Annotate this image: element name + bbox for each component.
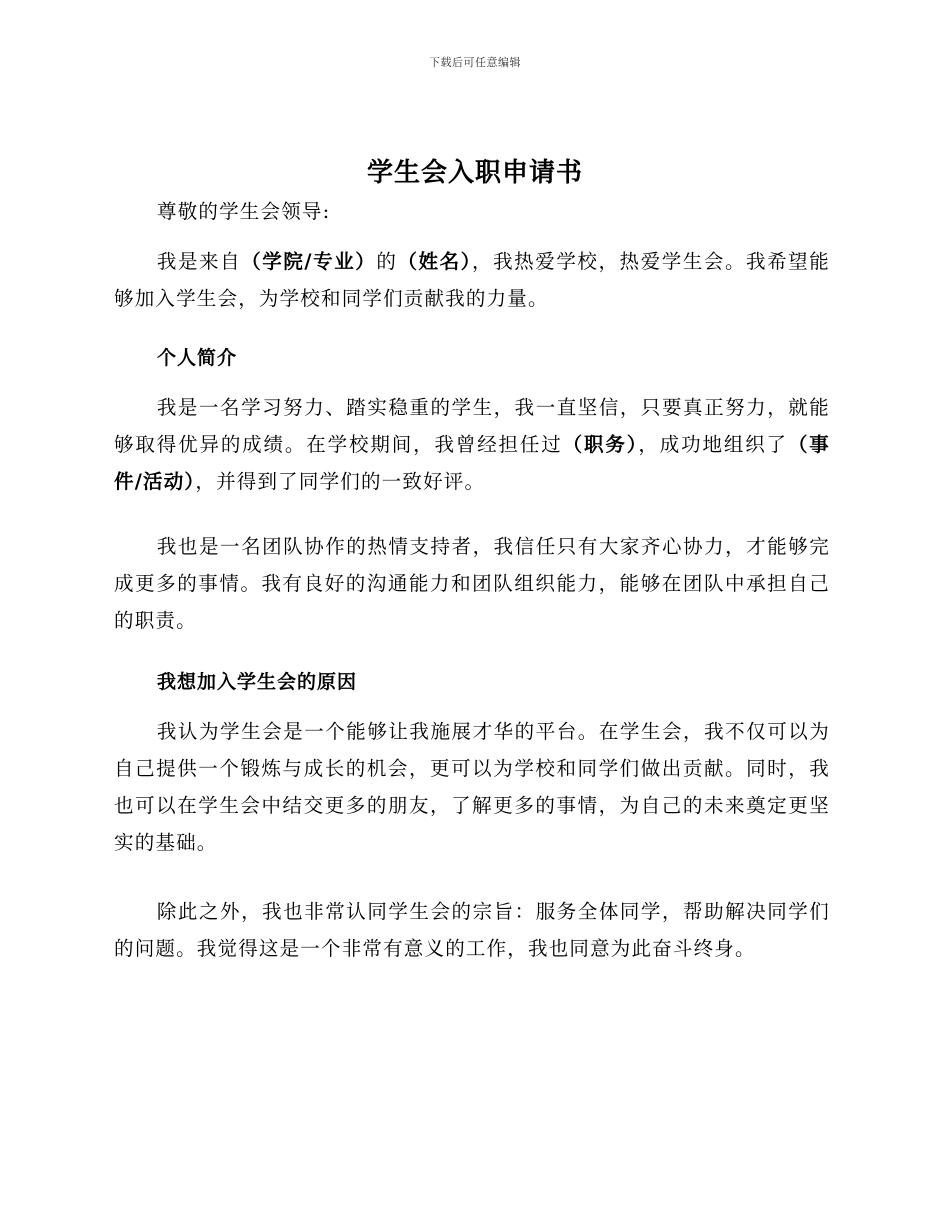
document-title: 学生会入职申请书: [366, 158, 583, 188]
reason-paragraph-1: 我认为学生会是一个能够让我施展才华的平台。在学生会，我不仅可以为自己提供一个锻炼与成长的机会，更可以为学校和同学们做出贡献。同时，我也可以在学生会中结交更多的朋友，了解更多的事情，为自己的未来奠定更坚实的基础。: [114, 720, 830, 854]
profile-block: [114, 389, 830, 500]
salutation: 尊敬的学生会领导:: [157, 200, 331, 223]
profile-text-3: ，并得到了同学们的一致好评。: [195, 470, 486, 493]
intro-block: [114, 243, 830, 317]
profile-text-2: ，成功地组织了: [638, 433, 788, 456]
intro-text-3: ，我热爱学校，热爱学生会。我希望能够加入学生会，为学校和同学们贡献我的力量。: [114, 250, 830, 310]
intro-text-2: 的: [376, 250, 398, 273]
intro-paragraph: [114, 243, 830, 317]
profile-text-1: 我是一名学习努力、踏实稳重的学生，我一直坚信，只要真正努力，就能够取得优异的成绩。在学校期间，我曾经担任过: [114, 396, 830, 456]
profile-paragraph-2: 我也是一名团队协作的热情支持者，我信任只有大家齐心协力，才能够完成更多的事情。我有良好的沟通能力和团队组织能力，能够在团队中承担自己的职责。: [114, 535, 830, 632]
purpose-block: [114, 893, 830, 967]
profile-paragraph-1: [114, 389, 830, 500]
reason-block: [114, 713, 830, 861]
section-heading-reason: 我想加入学生会的原因: [157, 671, 358, 693]
position-placeholder: （职务）: [562, 433, 639, 456]
teamwork-block: [114, 528, 830, 639]
intro-text-1: 我是来自: [156, 250, 242, 273]
event-placeholder: （事件/活动）: [114, 433, 831, 493]
header-note: 下载后可任意编辑: [429, 56, 521, 69]
name-placeholder: （姓名）: [397, 250, 473, 273]
section-heading-profile: 个人简介: [157, 347, 238, 369]
reason-paragraph-2: 除此之外，我也非常认同学生会的宗旨：服务全体同学，帮助解决同学们的问题。我觉得这是一个非常有意义的工作，我也同意为此奋斗终身。: [114, 900, 830, 960]
college-placeholder: （学院/专业）: [241, 250, 377, 273]
